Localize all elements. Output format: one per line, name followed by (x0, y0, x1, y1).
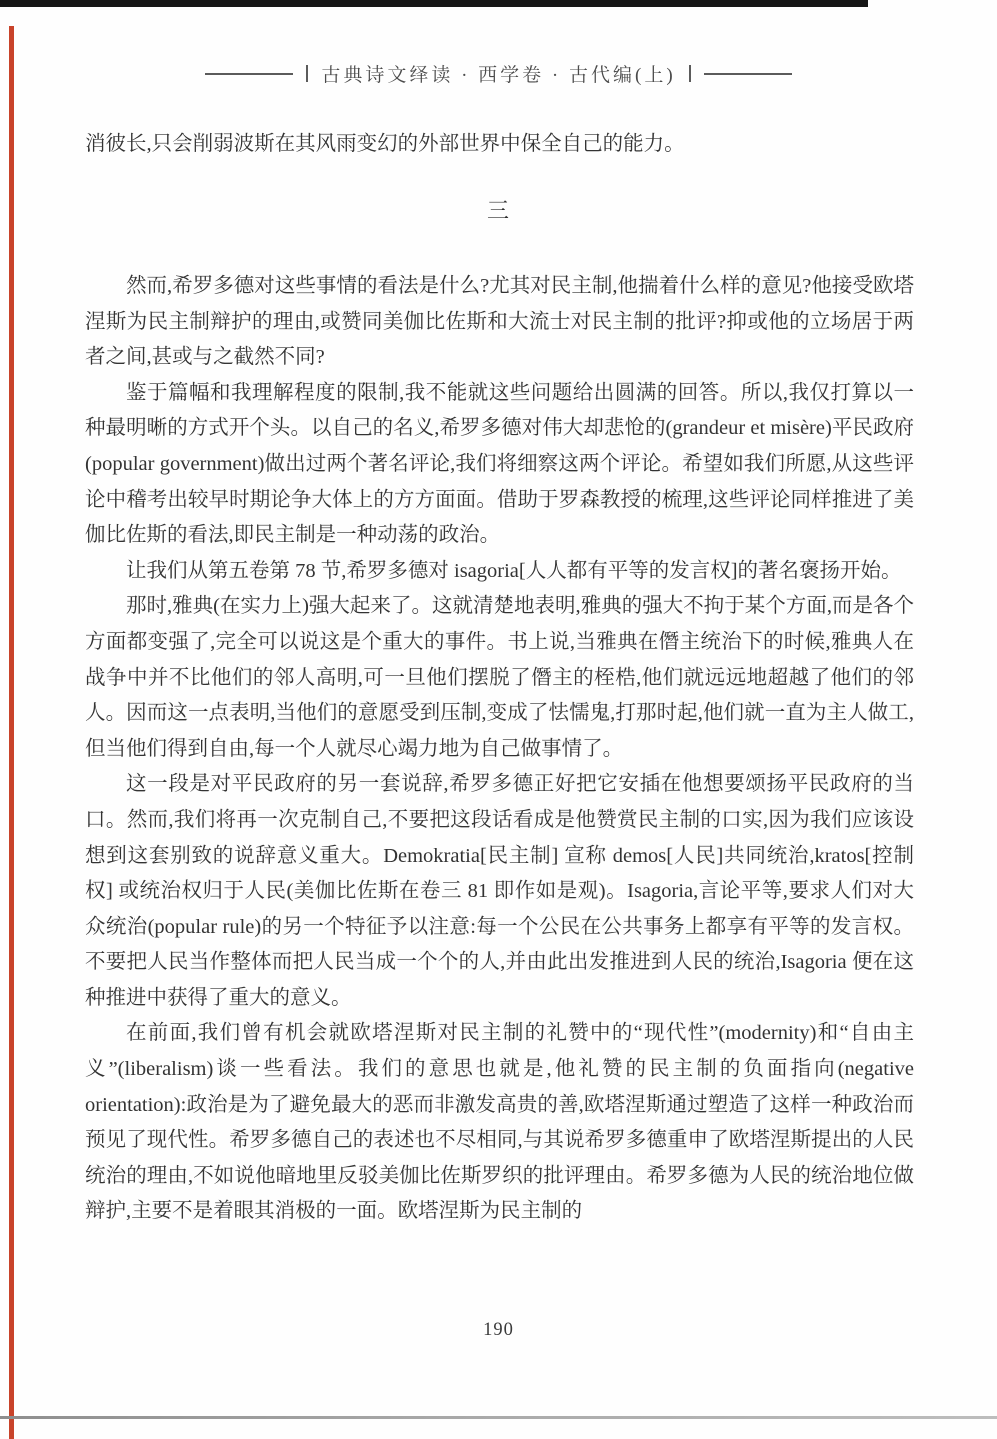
header-rule-left (205, 73, 293, 75)
scan-top-edge-bar (0, 0, 868, 7)
header-rule-right (704, 73, 792, 75)
running-header-title: 古典诗文绎读 · 西学卷 · 古代编(上) (321, 65, 676, 86)
running-header (0, 60, 997, 87)
paragraph: 那时,雅典(在实力上)强大起来了。这就清楚地表明,雅典的强大不拘于某个方面,而是各个方面都变强了,完全可以说这是个重大的事件。书上说,当雅典在僭主统治下的时候,雅典人在战争中并不比他们的邻人高明,可一旦他们摆脱了僭主的桎梏,他们就远远地超越了他们的邻人。因而这一点表明,当他们的意愿受到压制,变成了怯懦鬼,打那时起,他们就一直为主人做工,但当他们得到自由,每一个人就尽心竭力地为自己做事情了。 (85, 595, 914, 760)
paragraph: 鉴于篇幅和我理解程度的限制,我不能就这些问题给出圆满的回答。所以,我仅打算以一种最明晰的方式开个头。以自己的名义,希罗多德对伟大却悲怆的(grandeur et misère)平民政府(popular government)做出过两个著名评论,我们将细察这两个评论。希望如我们所愿,从这些评论中稽考出较早时期论争大体上的方方面面。借助于罗森教授的梳理,这些评论同样推进了美伽比佐斯的看法,即民主制是一种动荡的政治。 (85, 381, 914, 547)
header-tick-left (306, 65, 308, 82)
paragraph: 让我们从第五卷第 78 节,希罗多德对 isagoria[人人都有平等的发言权]的著名褒扬开始。 (126, 559, 902, 582)
body-paragraphs (85, 269, 914, 1230)
section-heading: 三 (486, 198, 510, 223)
scan-left-red-strip (9, 26, 14, 1439)
carryover-text: 消彼长,只会削弱波斯在其风雨变幻的外部世界中保全自己的能力。 (85, 133, 685, 155)
carryover-paragraph (85, 128, 914, 161)
paragraph: 然而,希罗多德对这些事情的看法是什么?尤其对民主制,他揣着什么样的意见?他接受欧塔涅斯为民主制辩护的理由,或赞同美伽比佐斯和大流士对民主制的批评?抑或他的立场居于两者之间,甚或与之截然不同? (85, 275, 914, 369)
header-tick-right (689, 65, 691, 82)
paragraph: 在前面,我们曾有机会就欧塔涅斯对民主制的礼赞中的“现代性”(modernity)和“自由主义”(liberalism)谈一些看法。我们的意思也就是,他礼赞的民主制的负面指向(negative orientation):政治是为了避免最大的恶而非激发高贵的善,欧塔涅斯通过塑造了这样一种政治而预见了现代性。希罗多德自己的表述也不尽相同,与其说希罗多德重申了欧塔涅斯提出的人民统治的理由,不如说他暗地里反驳美伽比佐斯罗织的批评理由。希罗多德为人民的统治地位做辩护,主要不是着眼其消极的一面。欧塔涅斯为民主制的 (85, 1022, 914, 1223)
paragraph: 这一段是对平民政府的另一套说辞,希罗多德正好把它安插在他想要颂扬平民政府的当口。然而,我们将再一次克制自己,不要把这段话看成是他赞赏民主制的口实,因为我们应该设想到这套别致的说辞意义重大。Demokratia[民主制] 宣称 demos[人民]共同统治,kratos[控制权] 或统治权归于人民(美伽比佐斯在卷三 81 即作如是观)。Isagoria,言论平等,要求人们对大众统治(popular rule)的另一个特征予以注意:每一个公民在公共事务上都享有平等的发言权。不要把人民当作整体而把人民当成一个个的人,并由此出发推进到人民的统治,Isagoria 便在这种推进中获得了重大的意义。 (85, 773, 914, 1009)
page-number: 190 (483, 1320, 514, 1340)
scan-bottom-rule (0, 1416, 997, 1419)
